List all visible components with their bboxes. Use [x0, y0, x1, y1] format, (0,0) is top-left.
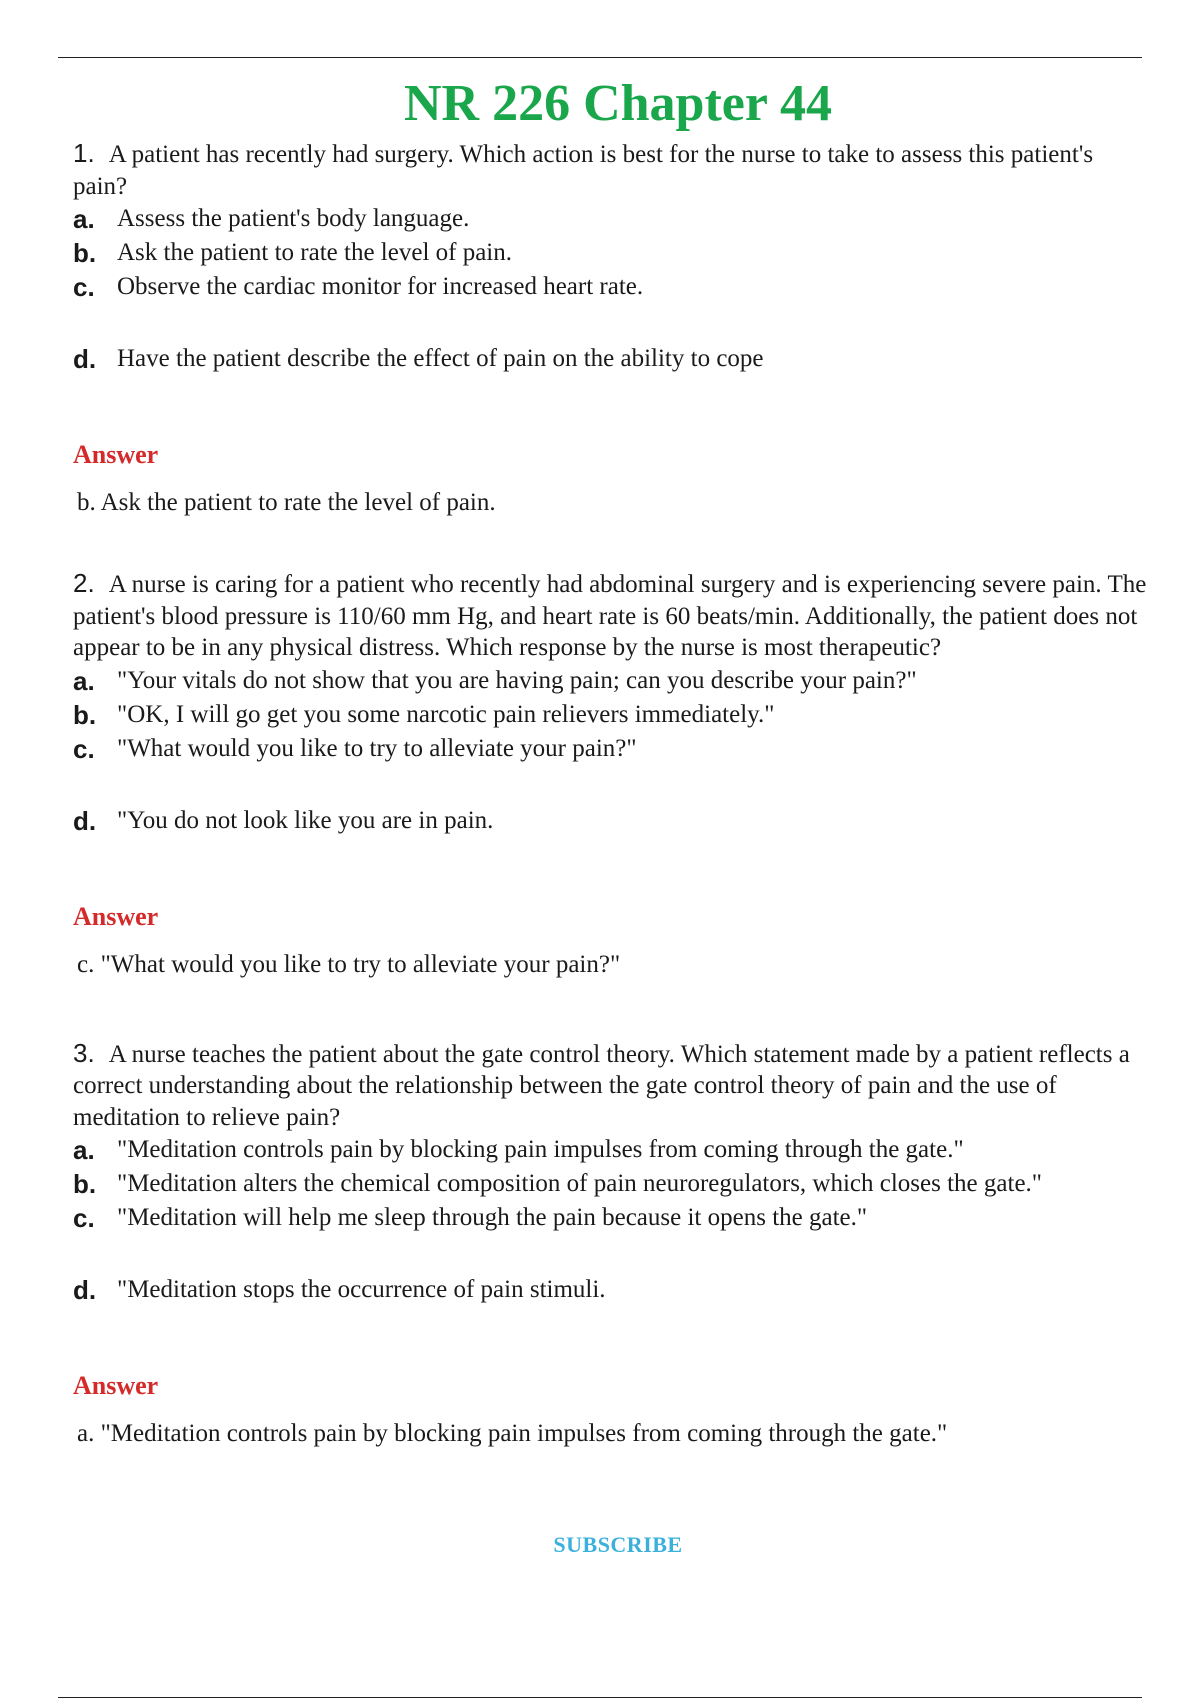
answer-text: c. "What would you like to try to alleviate your pain?": [77, 950, 621, 978]
question-number: 3.: [73, 1037, 95, 1068]
option-b: [73, 236, 1153, 270]
question-body: A patient has recently had surgery. Which action is best for the nurse to take to assess this patient's pain?: [73, 141, 1094, 200]
option-b: [73, 1167, 1153, 1201]
option-text: "Your vitals do not show that you are having pain; can you describe your pain?": [117, 666, 917, 694]
option-a: [73, 202, 1153, 236]
answer-label: Answer: [73, 1371, 159, 1400]
option-c: [73, 270, 1153, 304]
option-text: "Meditation controls pain by blocking pain impulses from coming through the gate.": [117, 1136, 964, 1163]
question-body: A nurse teaches the patient about the gate control theory. Which statement made by a patient reflects a correct understanding about the relationship between the gate control theory of pain and the use of meditation to relieve pain?: [73, 1040, 1130, 1131]
option-a: [73, 1133, 1153, 1167]
option-c: [73, 1201, 1153, 1235]
top-rule: [58, 57, 1142, 58]
option-text: "What would you like to try to alleviate your pain?": [117, 734, 637, 762]
bottom-rule: [58, 1697, 1142, 1698]
option-d: [73, 1273, 1153, 1307]
answer-label: Answer: [73, 901, 159, 931]
option-text: "OK, I will go get you some narcotic pain relievers immediately.": [117, 700, 775, 728]
answer-label: Answer: [73, 440, 159, 469]
option-letter: c.: [73, 272, 95, 302]
option-text: Assess the patient's body language.: [117, 205, 470, 232]
option-text: "Meditation will help me sleep through the pain because it opens the gate.": [117, 1204, 868, 1231]
option-text: Observe the cardiac monitor for increased heart rate.: [117, 273, 644, 300]
option-d: [73, 342, 1153, 376]
option-text: "Meditation stops the occurrence of pain stimuli.: [117, 1276, 606, 1303]
option-letter: d.: [73, 805, 97, 836]
option-letter: d.: [73, 1275, 97, 1305]
question-body: A nurse is caring for a patient who recently had abdominal surgery and is experiencing severe pain. The patient's blood pressure is 110/60 mm Hg, and heart rate is 60 beats/min. Additionally, the patient does not appear to be in any physical distress. Which response by the nurse is most therapeutic?: [73, 571, 1147, 661]
page-title: NR 226 Chapter 44: [403, 75, 833, 132]
option-letter: b.: [73, 238, 97, 268]
option-letter: c.: [73, 1203, 95, 1233]
answer-text: b. Ask the patient to rate the level of pain.: [77, 489, 496, 516]
question-3: [73, 1038, 1153, 1452]
option-text: Ask the patient to rate the level of pain.: [117, 239, 513, 266]
option-letter: a.: [73, 1135, 95, 1165]
option-b: [73, 698, 1153, 732]
option-a: [73, 664, 1153, 698]
option-letter: a.: [73, 204, 95, 234]
answer-text: a. "Meditation controls pain by blocking pain impulses from coming through the gate.": [77, 1420, 948, 1447]
question-text: [73, 138, 1153, 202]
option-letter: c.: [73, 733, 95, 764]
question-text: [73, 1038, 1153, 1134]
question-2: [73, 568, 1153, 982]
question-number: 2.: [73, 568, 95, 598]
option-text: "You do not look like you are in pain.: [117, 806, 494, 834]
option-letter: a.: [73, 665, 95, 696]
question-number: 1.: [73, 138, 95, 168]
question-text: [73, 568, 1153, 664]
option-c: [73, 732, 1153, 766]
option-letter: b.: [73, 699, 97, 730]
option-d: [73, 804, 1153, 838]
option-text: "Meditation alters the chemical composition of pain neuroregulators, which closes the gate.": [117, 1170, 1042, 1197]
option-text: Have the patient describe the effect of pain on the ability to cope: [117, 345, 764, 372]
option-letter: d.: [73, 344, 97, 374]
question-1: [73, 138, 1153, 520]
option-letter: b.: [73, 1169, 97, 1199]
subscribe-link[interactable]: SUBSCRIBE: [553, 1532, 683, 1557]
questions-container: [73, 138, 1153, 1451]
